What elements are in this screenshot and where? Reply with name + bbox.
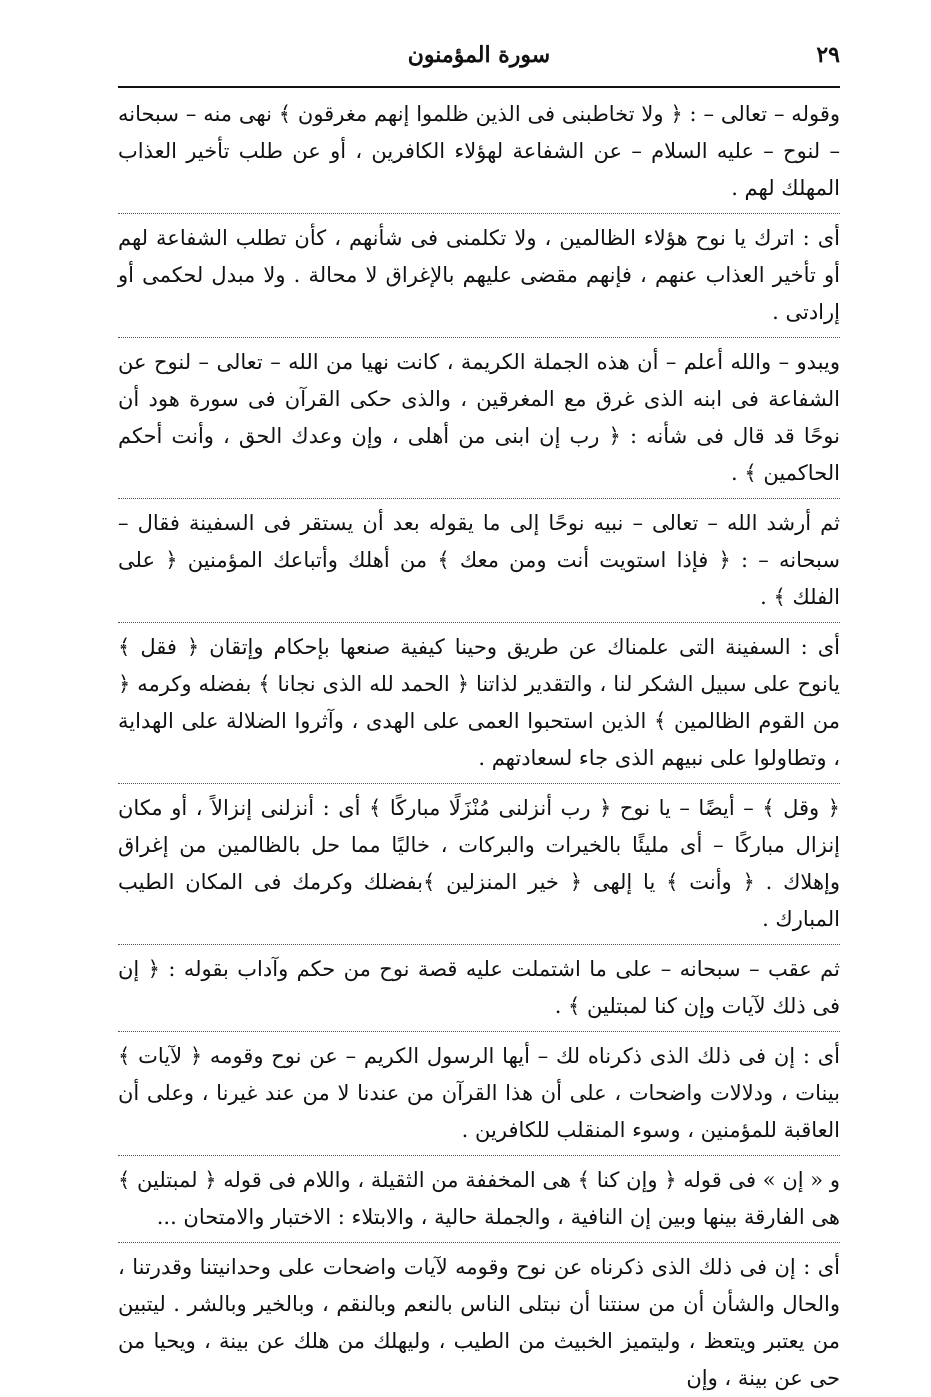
- book-page: [118, 38, 840, 1397]
- paragraph-1: وقوله – تعالى – : ﴿ ولا تخاطبنى فى الذين ظلموا إنهم مغرقون ﴾ نهى منه – سبحانه – لنوح – عليه السلام – عن الشفاعة لهؤلاء الكافرين ، أو عن طلب تأخير العذاب المهلك لهم .: [118, 102, 840, 200]
- paragraph-7: ثم عقب – سبحانه – على ما اشتملت عليه قصة نوح من حكم وآداب بقوله : ﴿ إن فى ذلك لآيات وإن كنا لمبتلين ﴾ .: [118, 957, 840, 1018]
- paragraph-8: أى : إن فى ذلك الذى ذكرناه لك – أيها الرسول الكريم – عن نوح وقومه ﴿ لآيات ﴾ بينات ، ودلالات واضحات ، على أن هذا القرآن من عندنا لا من عند غيرنا ، وعلى أن العاقبة للمؤمنين ، وسوء المنقلب للكافرين .: [118, 1044, 840, 1142]
- paragraph-divider: [118, 1155, 840, 1156]
- paragraph-divider: [118, 1031, 840, 1032]
- paragraph-divider: [118, 783, 840, 784]
- paragraph-6: ﴿ وقل ﴾ – أيضًا – يا نوح ﴿ رب أنزلنى مُنْزَلًا مباركًا ﴾ أى : أنزلنى إنزالاً ، أو مكان إنزال مباركًا – أى مليئًا بالخيرات والبركات ، خاليًا مما حل بالظالمين من إغراق وإهلاك . ﴿ وأنت ﴾ يا إلهى ﴿ خير المنزلين ﴾بفضلك وكرمك فى المكان الطيب المبارك .: [118, 796, 840, 931]
- paragraph-3: ويبدو – والله أعلم – أن هذه الجملة الكريمة ، كانت نهيا من الله – تعالى – لنوح عن الشفاعة فى ابنه الذى غرق مع المغرقين ، والذى حكى القرآن فى سورة هود أن نوحًا قد قال فى شأنه : ﴿ رب إن ابنى من أهلى ، وإن وعدك الحق ، وأنت أحكم الحاكمين ﴾ .: [118, 350, 840, 485]
- page-header: [118, 38, 840, 72]
- paragraph-9: و « إن » فى قوله ﴿ وإن كنا ﴾ هى المخففة من الثقيلة ، واللام فى قوله ﴿ لمبتلين ﴾ هى الفارقة بينها وبين إن النافية ، والجملة حالية ، والابتلاء : الاختبار والامتحان ...: [118, 1168, 840, 1229]
- header-divider: [118, 86, 840, 88]
- paragraph-divider: [118, 944, 840, 945]
- paragraph-5: أى : السفينة التى علمناك عن طريق وحينا كيفية صنعها بإحكام وإتقان ﴿ فقل ﴾ يانوح على سبيل الشكر لنا ، والتقدير لذاتنا ﴿ الحمد لله الذى نجانا ﴾ بفضله وكرمه ﴿ من القوم الظالمين ﴾ الذين استحبوا العمى على الهدى ، وآثروا الضلالة على الهداية ، وتطاولوا على نبيهم الذى جاء لسعادتهم .: [118, 635, 840, 770]
- paragraph-10: أى : إن فى ذلك الذى ذكرناه عن نوح وقومه لآيات واضحات على وحدانيتنا وقدرتنا ، والحال والشأن أن من سنتنا أن نبتلى الناس بالنعم وبالنقم ، وبالخير وبالشر . ليتبين من يعتبر ويتعظ ، وليتميز الخبيث من الطيب ، وليهلك من هلك عن بينة ، ويحيا من حى عن بينة ، وإن: [118, 1255, 840, 1390]
- paragraph-divider: [118, 213, 840, 214]
- page-number: ٢٩: [816, 42, 840, 68]
- page-body: [118, 96, 840, 1397]
- surah-title: سورة المؤمنون: [407, 42, 551, 68]
- paragraph-2: أى : اترك يا نوح هؤلاء الظالمين ، ولا تكلمنى فى شأنهم ، كأن تطلب الشفاعة لهم أو تأخير العذاب عنهم ، فإنهم مقضى عليهم بالإغراق لا محالة . ولا مبدل لحكمى أو إرادتى .: [118, 226, 840, 324]
- paragraph-4: ثم أرشد الله – تعالى – نبيه نوحًا إلى ما يقوله بعد أن يستقر فى السفينة فقال – سبحانه – : ﴿ فإذا استويت أنت ومن معك ﴾ من أهلك وأتباعك المؤمنين ﴿ على الفلك ﴾ .: [118, 511, 840, 609]
- paragraph-divider: [118, 337, 840, 338]
- paragraph-divider: [118, 498, 840, 499]
- paragraph-divider: [118, 622, 840, 623]
- paragraph-divider: [118, 1242, 840, 1243]
